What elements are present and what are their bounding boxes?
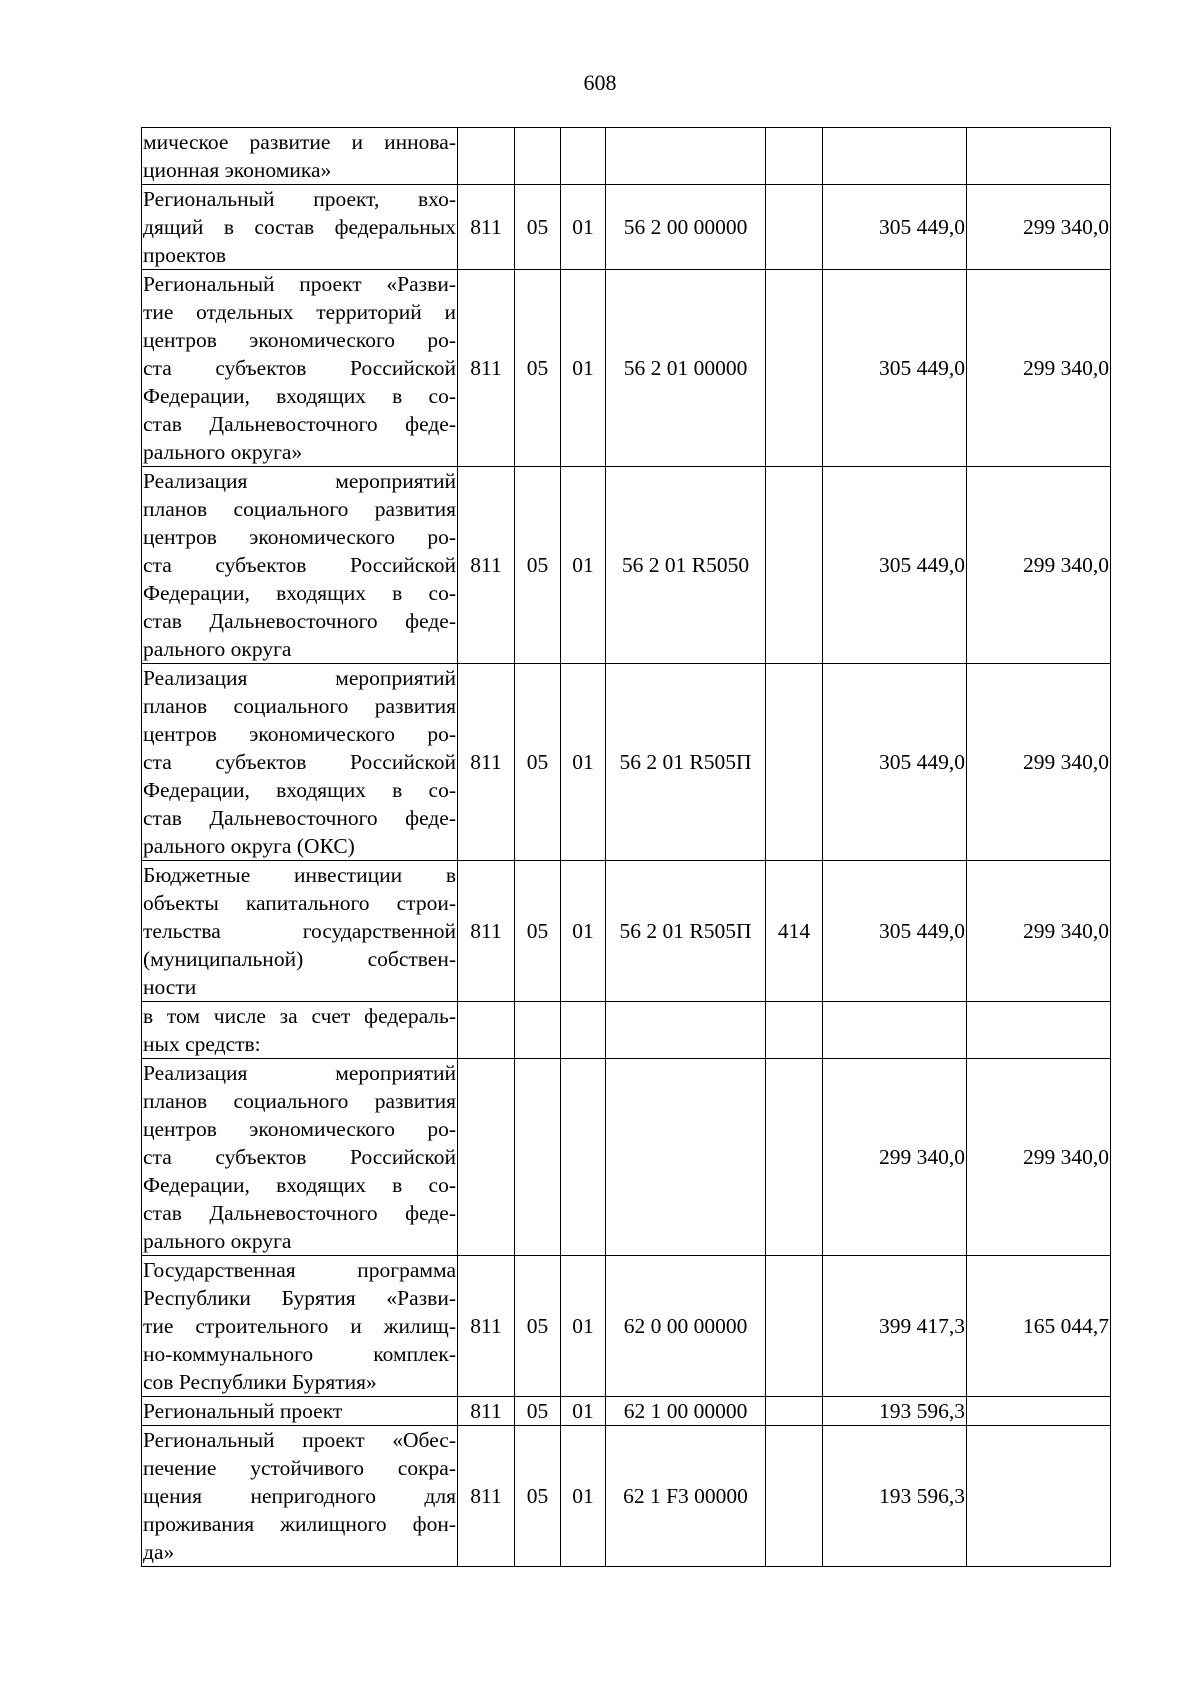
amount-year1-cell: 305 449,0 [823,467,967,664]
expense-type-cell [766,1426,823,1567]
subsection-code-cell: 01 [561,664,606,861]
row-name-cell [142,467,458,664]
row-name-line: планов социального развития [143,497,456,521]
row-name-line: Федерации, входящих в со- [143,384,456,408]
amount-year1-cell: 299 340,0 [823,1059,967,1256]
row-name-line: Федерации, входящих в со- [143,581,456,605]
row-name-line: сов Республики Бурятия» [143,1370,377,1394]
row-name-line: Реализация мероприятий [143,469,456,493]
grbs-code-cell [458,128,515,185]
row-name-line: ста субъектов Российской [143,356,456,380]
grbs-code-cell: 811 [458,664,515,861]
table-row [142,861,1111,1002]
row-name-line: дящий в состав федеральных [143,215,456,239]
expense-type-cell [766,467,823,664]
amount-year2-cell: 299 340,0 [967,664,1111,861]
target-article-cell: 56 2 01 R505П [606,664,766,861]
expense-type-cell [766,128,823,185]
row-name-line: тельства государственной [143,919,456,943]
row-name-cell [142,185,458,270]
row-name-line: в том числе за счет федераль- [143,1004,456,1028]
row-name-line: рального округа (ОКС) [143,834,355,858]
row-name-line: объекты капитального строи- [143,891,456,915]
section-code-cell [515,1059,561,1256]
section-code-cell: 05 [515,467,561,664]
row-name-line: центров экономического ро- [143,722,456,746]
amount-year1-cell: 305 449,0 [823,861,967,1002]
row-name-line: проживания жилищного фон- [143,1512,456,1536]
target-article-cell [606,128,766,185]
row-name-line: рального округа [143,637,292,661]
row-name-cell [142,1059,458,1256]
section-code-cell: 05 [515,1397,561,1426]
amount-year1-cell [823,128,967,185]
subsection-code-cell: 01 [561,1397,606,1426]
expense-type-cell [766,664,823,861]
table-row [142,1002,1111,1059]
row-name-line: (муниципальной) собствен- [143,947,456,971]
row-name-line: став Дальневосточного феде- [143,1201,456,1225]
amount-year1-cell [823,1002,967,1059]
row-name-line: ста субъектов Российской [143,1145,456,1169]
grbs-code-cell: 811 [458,467,515,664]
expense-type-cell [766,1397,823,1426]
row-name-line: Государственная программа [143,1258,456,1282]
target-article-cell: 56 2 01 R505П [606,861,766,1002]
row-name-line: тие отдельных территорий и [143,300,456,324]
row-name-line: щения непригодного для [143,1484,456,1508]
row-name-line: печение устойчивого сокра- [143,1456,456,1480]
grbs-code-cell [458,1059,515,1256]
section-code-cell [515,1002,561,1059]
row-name-line: Федерации, входящих в со- [143,1173,456,1197]
expense-type-cell [766,270,823,467]
row-name-line: Бюджетные инвестиции в [143,863,456,887]
table-row [142,1397,1111,1426]
row-name-cell [142,1256,458,1397]
row-name-line: Региональный проект [143,1399,343,1423]
expense-type-cell [766,185,823,270]
row-name-line: став Дальневосточного феде- [143,412,456,436]
row-name-line: центров экономического ро- [143,525,456,549]
row-name-line: став Дальневосточного феде- [143,806,456,830]
row-name-line: став Дальневосточного феде- [143,609,456,633]
amount-year2-cell: 299 340,0 [967,270,1111,467]
table-row [142,185,1111,270]
row-name-line: ста субъектов Российской [143,553,456,577]
row-name-line: мическое развитие и иннова- [143,130,456,154]
row-name-cell [142,861,458,1002]
section-code-cell: 05 [515,270,561,467]
amount-year2-cell [967,1426,1111,1567]
row-name-cell [142,1397,458,1426]
expense-type-cell [766,1256,823,1397]
row-name-line: Республики Бурятия «Разви- [143,1286,456,1310]
subsection-code-cell [561,128,606,185]
page-number: 608 [583,70,617,95]
target-article-cell [606,1002,766,1059]
target-article-cell: 62 1 00 00000 [606,1397,766,1426]
subsection-code-cell: 01 [561,1426,606,1567]
amount-year1-cell: 193 596,3 [823,1397,967,1426]
row-name-cell [142,1426,458,1567]
grbs-code-cell: 811 [458,185,515,270]
table-row [142,1256,1111,1397]
row-name-line: да» [143,1540,175,1564]
row-name-line: рального округа» [143,440,303,464]
table-row [142,467,1111,664]
table-row [142,270,1111,467]
row-name-line: планов социального развития [143,1089,456,1113]
amount-year2-cell: 299 340,0 [967,185,1111,270]
amount-year2-cell [967,1397,1111,1426]
row-name-line: Региональный проект, вхо- [143,187,456,211]
row-name-line: планов социального развития [143,694,456,718]
amount-year1-cell: 193 596,3 [823,1426,967,1567]
target-article-cell [606,1059,766,1256]
subsection-code-cell: 01 [561,1256,606,1397]
row-name-line: ных средств: [143,1032,261,1056]
target-article-cell: 56 2 00 00000 [606,185,766,270]
amount-year1-cell: 305 449,0 [823,185,967,270]
row-name-line: Региональный проект «Разви- [143,272,456,296]
subsection-code-cell [561,1002,606,1059]
target-article-cell: 62 0 00 00000 [606,1256,766,1397]
row-name-line: тие строительного и жилищ- [143,1314,456,1338]
amount-year1-cell: 399 417,3 [823,1256,967,1397]
row-name-cell [142,270,458,467]
amount-year2-cell [967,1002,1111,1059]
grbs-code-cell: 811 [458,1397,515,1426]
target-article-cell: 62 1 F3 00000 [606,1426,766,1567]
table-row [142,1059,1111,1256]
section-code-cell [515,128,561,185]
row-name-line: Федерации, входящих в со- [143,778,456,802]
grbs-code-cell: 811 [458,861,515,1002]
section-code-cell: 05 [515,1426,561,1567]
grbs-code-cell: 811 [458,1256,515,1397]
section-code-cell: 05 [515,861,561,1002]
subsection-code-cell: 01 [561,861,606,1002]
amount-year2-cell [967,128,1111,185]
row-name-line: рального округа [143,1229,292,1253]
row-name-cell [142,1002,458,1059]
amount-year2-cell: 299 340,0 [967,1059,1111,1256]
target-article-cell: 56 2 01 00000 [606,270,766,467]
section-code-cell: 05 [515,185,561,270]
expense-type-cell: 414 [766,861,823,1002]
subsection-code-cell: 01 [561,185,606,270]
amount-year1-cell: 305 449,0 [823,270,967,467]
table-row [142,128,1111,185]
amount-year2-cell: 299 340,0 [967,467,1111,664]
table-row [142,1426,1111,1567]
row-name-line: центров экономического ро- [143,328,456,352]
table-row [142,664,1111,861]
row-name-cell [142,128,458,185]
row-name-line: Реализация мероприятий [143,666,456,690]
row-name-line: ности [143,975,197,999]
grbs-code-cell: 811 [458,270,515,467]
row-name-line: но-коммунального комплек- [143,1342,456,1366]
target-article-cell: 56 2 01 R5050 [606,467,766,664]
budget-table [141,127,1111,1567]
amount-year1-cell: 305 449,0 [823,664,967,861]
row-name-line: ционная экономика» [143,158,332,182]
subsection-code-cell: 01 [561,467,606,664]
row-name-line: проектов [143,243,226,267]
grbs-code-cell [458,1002,515,1059]
row-name-line: центров экономического ро- [143,1117,456,1141]
amount-year2-cell: 165 044,7 [967,1256,1111,1397]
section-code-cell: 05 [515,1256,561,1397]
row-name-line: ста субъектов Российской [143,750,456,774]
row-name-line: Реализация мероприятий [143,1061,456,1085]
row-name-line: Региональный проект «Обес- [143,1428,456,1452]
subsection-code-cell: 01 [561,270,606,467]
expense-type-cell [766,1059,823,1256]
expense-type-cell [766,1002,823,1059]
row-name-cell [142,664,458,861]
amount-year2-cell: 299 340,0 [967,861,1111,1002]
subsection-code-cell [561,1059,606,1256]
grbs-code-cell: 811 [458,1426,515,1567]
section-code-cell: 05 [515,664,561,861]
